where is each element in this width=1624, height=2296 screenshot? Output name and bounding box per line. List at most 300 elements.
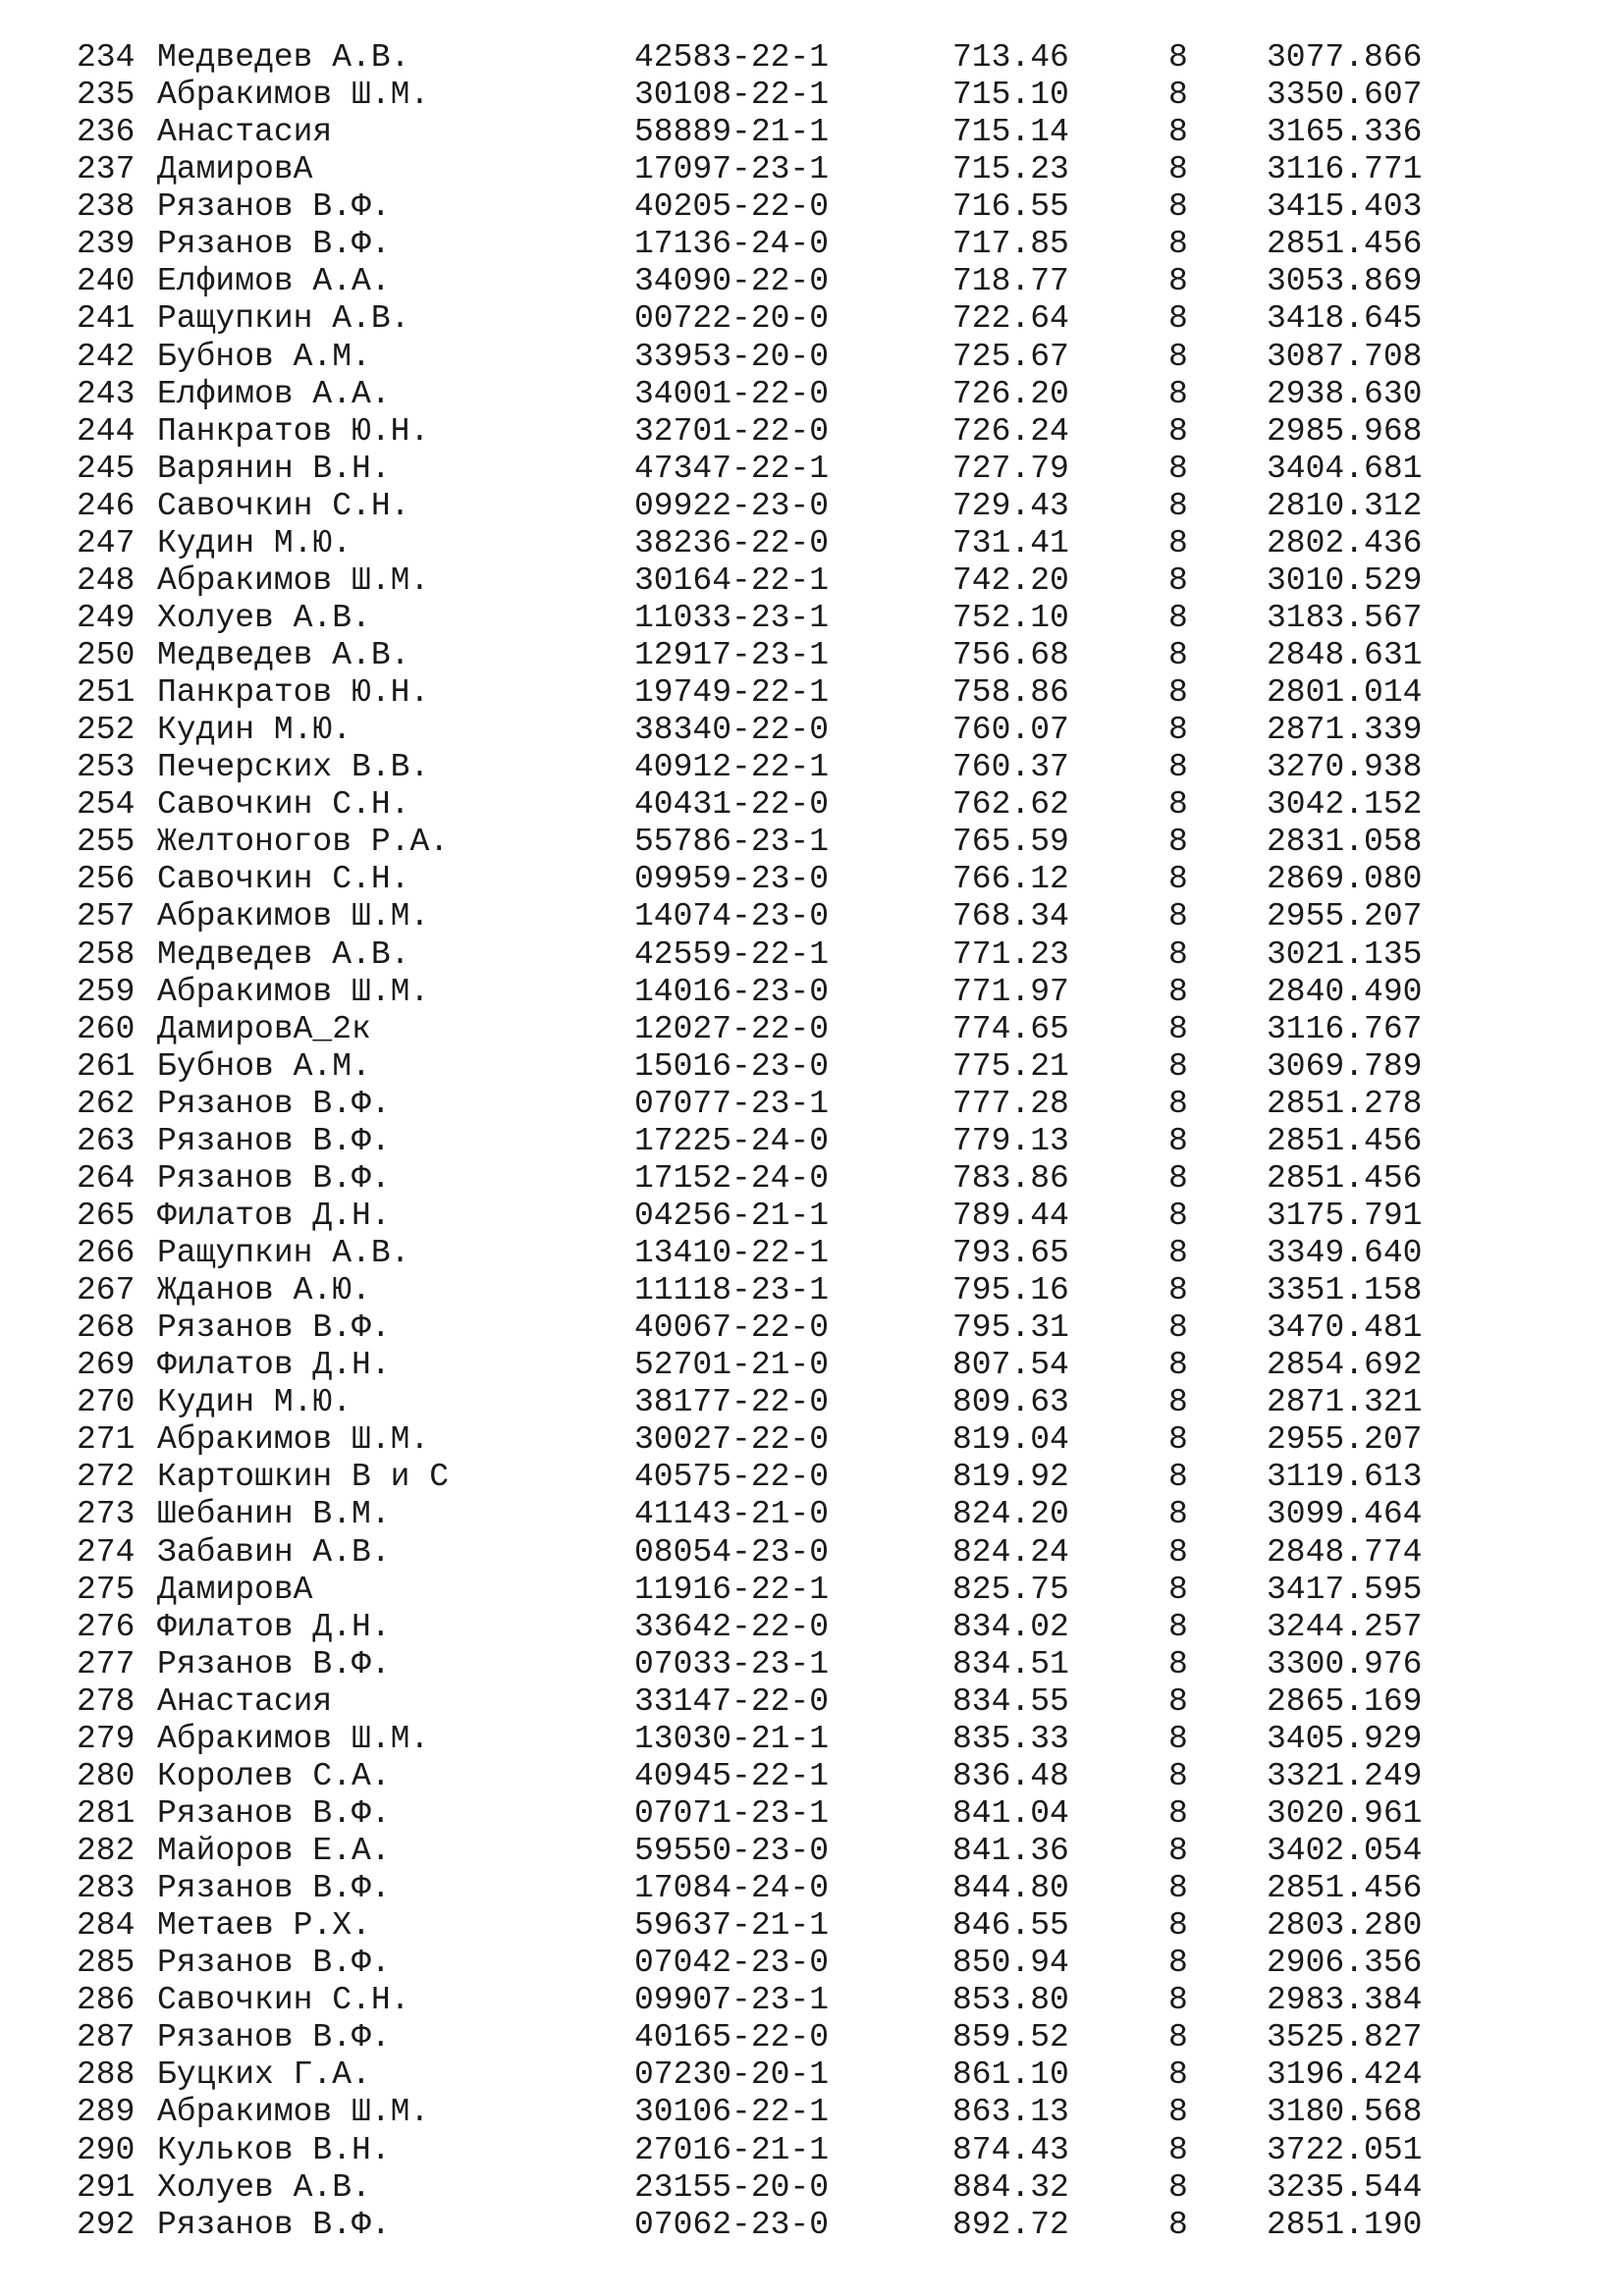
participant-name: Бубнов А.М. — [157, 1047, 371, 1085]
table-row — [0, 1982, 1624, 2019]
score-value: 3722.051 — [1267, 2131, 1423, 2168]
result-time: 726.20 — [952, 375, 1069, 412]
row-number: 234 — [77, 39, 135, 76]
class-value: 8 — [1168, 188, 1188, 226]
participant-name: Савочкин С.Н. — [157, 786, 410, 824]
participant-name: Майоров Е.А. — [157, 1833, 391, 1869]
score-value: 3350.607 — [1267, 77, 1423, 114]
record-code: 59637-21-1 — [634, 1907, 830, 1945]
result-time: 726.24 — [952, 412, 1069, 450]
score-value: 2871.321 — [1267, 1384, 1423, 1421]
class-value: 8 — [1168, 786, 1188, 824]
score-value: 3010.529 — [1267, 561, 1423, 599]
participant-name: Абракимов Ш.М. — [157, 898, 430, 935]
record-code: 14016-23-0 — [634, 973, 830, 1010]
score-value: 2848.774 — [1267, 1533, 1423, 1571]
result-time: 760.37 — [952, 749, 1069, 786]
score-value: 2983.384 — [1267, 1982, 1423, 2019]
result-time: 824.20 — [952, 1496, 1069, 1533]
participant-name: Анастасия — [157, 1682, 333, 1720]
row-number: 291 — [77, 2168, 135, 2206]
table-row — [0, 1945, 1624, 1982]
record-code: 42559-22-1 — [634, 935, 830, 973]
class-value: 8 — [1168, 1794, 1188, 1832]
class-value: 8 — [1168, 263, 1188, 300]
row-number: 243 — [77, 375, 135, 412]
score-value: 2851.456 — [1267, 226, 1423, 263]
result-time: 771.23 — [952, 935, 1069, 973]
row-number: 273 — [77, 1496, 135, 1533]
table-row — [0, 1421, 1624, 1459]
record-code: 55786-23-1 — [634, 824, 830, 861]
class-value: 8 — [1168, 898, 1188, 935]
record-code: 40165-22-0 — [634, 2019, 830, 2056]
result-time: 715.23 — [952, 151, 1069, 188]
table-row — [0, 1721, 1624, 1758]
table-row — [0, 674, 1624, 712]
participant-name: Рязанов В.Ф. — [157, 1945, 391, 1982]
participant-name: Абракимов Ш.М. — [157, 77, 430, 114]
result-time: 727.79 — [952, 450, 1069, 487]
score-value: 3235.544 — [1267, 2168, 1423, 2206]
class-value: 8 — [1168, 1272, 1188, 1309]
participant-name: Рязанов В.Ф. — [157, 1645, 391, 1682]
result-time: 762.62 — [952, 786, 1069, 824]
score-value: 3077.866 — [1267, 39, 1423, 76]
table-row — [0, 1011, 1624, 1048]
table-row — [0, 1683, 1624, 1721]
result-time: 844.80 — [952, 1870, 1069, 1907]
record-code: 07042-23-0 — [634, 1945, 830, 1982]
score-value: 2906.356 — [1267, 1945, 1423, 1982]
score-value: 2851.456 — [1267, 1159, 1423, 1197]
result-time: 775.21 — [952, 1047, 1069, 1085]
record-code: 38340-22-0 — [634, 712, 830, 749]
row-number: 255 — [77, 824, 135, 861]
record-code: 04256-21-1 — [634, 1197, 830, 1234]
record-code: 11033-23-1 — [634, 599, 830, 636]
class-value: 8 — [1168, 1421, 1188, 1459]
result-time: 834.55 — [952, 1682, 1069, 1720]
row-number: 242 — [77, 338, 135, 375]
class-value: 8 — [1168, 1533, 1188, 1571]
record-code: 40205-22-0 — [634, 188, 830, 226]
class-value: 8 — [1168, 524, 1188, 561]
record-code: 59550-23-0 — [634, 1833, 830, 1869]
participant-name: Филатов Д.Н. — [157, 1347, 391, 1384]
class-value: 8 — [1168, 1347, 1188, 1384]
class-value: 8 — [1168, 1945, 1188, 1982]
participant-name: Рязанов В.Ф. — [157, 226, 391, 263]
score-value: 2869.080 — [1267, 861, 1423, 898]
row-number: 247 — [77, 524, 135, 561]
record-code: 17136-24-0 — [634, 226, 830, 263]
class-value: 8 — [1168, 39, 1188, 76]
table-row — [0, 1609, 1624, 1646]
table-row — [0, 376, 1624, 413]
record-code: 07033-23-1 — [634, 1645, 830, 1682]
result-time: 768.34 — [952, 898, 1069, 935]
record-code: 30027-22-0 — [634, 1421, 830, 1459]
result-time: 715.14 — [952, 114, 1069, 151]
row-number: 277 — [77, 1645, 135, 1682]
table-row — [0, 77, 1624, 114]
table-row — [0, 712, 1624, 749]
record-code: 17097-23-1 — [634, 151, 830, 188]
row-number: 275 — [77, 1571, 135, 1608]
result-time: 779.13 — [952, 1122, 1069, 1159]
table-row — [0, 562, 1624, 600]
score-value: 3415.403 — [1267, 188, 1423, 226]
result-time: 846.55 — [952, 1907, 1069, 1945]
record-code: 17225-24-0 — [634, 1122, 830, 1159]
table-row — [0, 1795, 1624, 1833]
row-number: 292 — [77, 2206, 135, 2243]
participant-name: Савочкин С.Н. — [157, 487, 410, 524]
table-row — [0, 39, 1624, 77]
class-value: 8 — [1168, 1870, 1188, 1907]
result-time: 718.77 — [952, 263, 1069, 300]
result-time: 807.54 — [952, 1347, 1069, 1384]
record-code: 08054-23-0 — [634, 1533, 830, 1571]
row-number: 278 — [77, 1682, 135, 1720]
class-value: 8 — [1168, 1757, 1188, 1794]
row-number: 266 — [77, 1235, 135, 1271]
class-value: 8 — [1168, 300, 1188, 338]
row-number: 267 — [77, 1272, 135, 1309]
table-row — [0, 413, 1624, 451]
participant-name: Филатов Д.Н. — [157, 1197, 391, 1234]
record-code: 17152-24-0 — [634, 1159, 830, 1197]
record-code: 12027-22-0 — [634, 1010, 830, 1047]
row-number: 236 — [77, 114, 135, 151]
record-code: 14074-23-0 — [634, 898, 830, 935]
row-number: 285 — [77, 1945, 135, 1982]
row-number: 289 — [77, 2094, 135, 2131]
row-number: 241 — [77, 300, 135, 338]
participant-name: Ращупкин А.В. — [157, 300, 410, 338]
score-value: 3418.645 — [1267, 300, 1423, 338]
participant-name: Варянин В.Н. — [157, 450, 391, 487]
participant-name: Абракимов Ш.М. — [157, 973, 430, 1010]
table-row — [0, 114, 1624, 151]
score-value: 2851.456 — [1267, 1122, 1423, 1159]
score-value: 3404.681 — [1267, 450, 1423, 487]
score-value: 2854.692 — [1267, 1347, 1423, 1384]
table-row — [0, 1235, 1624, 1272]
record-code: 33642-22-0 — [634, 1608, 830, 1645]
result-time: 853.80 — [952, 1982, 1069, 2019]
score-value: 2985.968 — [1267, 412, 1423, 450]
record-code: 23155-20-0 — [634, 2168, 830, 2206]
class-value: 8 — [1168, 338, 1188, 375]
table-row — [0, 188, 1624, 226]
table-row — [0, 1646, 1624, 1683]
result-time: 752.10 — [952, 599, 1069, 636]
class-value: 8 — [1168, 114, 1188, 151]
class-value: 8 — [1168, 1235, 1188, 1271]
result-time: 777.28 — [952, 1085, 1069, 1122]
result-time: 825.75 — [952, 1571, 1069, 1608]
result-time: 841.36 — [952, 1833, 1069, 1869]
result-time: 809.63 — [952, 1384, 1069, 1421]
class-value: 8 — [1168, 2094, 1188, 2131]
row-number: 268 — [77, 1309, 135, 1347]
class-value: 8 — [1168, 1159, 1188, 1197]
table-row — [0, 1907, 1624, 1945]
class-value: 8 — [1168, 2131, 1188, 2168]
participant-name: Печерских В.В. — [157, 749, 430, 786]
record-code: 34001-22-0 — [634, 375, 830, 412]
result-time: 795.16 — [952, 1272, 1069, 1309]
row-number: 245 — [77, 450, 135, 487]
participant-name: Рязанов В.Ф. — [157, 1159, 391, 1197]
score-value: 3116.767 — [1267, 1010, 1423, 1047]
result-time: 742.20 — [952, 561, 1069, 599]
score-value: 3417.595 — [1267, 1571, 1423, 1608]
score-value: 3270.938 — [1267, 749, 1423, 786]
table-row — [0, 1123, 1624, 1160]
table-row — [0, 1048, 1624, 1086]
participant-name: Кудин М.Ю. — [157, 1384, 352, 1421]
table-row — [0, 1086, 1624, 1123]
row-number: 246 — [77, 487, 135, 524]
participant-name: Елфимов А.А. — [157, 375, 391, 412]
row-number: 272 — [77, 1459, 135, 1496]
result-time: 729.43 — [952, 487, 1069, 524]
record-code: 07077-23-1 — [634, 1085, 830, 1122]
class-value: 8 — [1168, 77, 1188, 114]
table-row — [0, 1384, 1624, 1421]
row-number: 237 — [77, 151, 135, 188]
class-value: 8 — [1168, 1982, 1188, 2019]
participant-name: Рязанов В.Ф. — [157, 1122, 391, 1159]
class-value: 8 — [1168, 1571, 1188, 1608]
table-row — [0, 1572, 1624, 1609]
record-code: 19749-22-1 — [634, 674, 830, 712]
record-code: 38177-22-0 — [634, 1384, 830, 1421]
table-row — [0, 1534, 1624, 1572]
class-value: 8 — [1168, 973, 1188, 1010]
result-time: 841.04 — [952, 1794, 1069, 1832]
record-code: 30108-22-1 — [634, 77, 830, 114]
table-row — [0, 2132, 1624, 2169]
row-number: 279 — [77, 1720, 135, 1757]
record-code: 09907-23-1 — [634, 1982, 830, 2019]
score-value: 3402.054 — [1267, 1833, 1423, 1869]
table-row — [0, 600, 1624, 637]
result-time: 766.12 — [952, 861, 1069, 898]
class-value: 8 — [1168, 1608, 1188, 1645]
record-code: 41143-21-0 — [634, 1496, 830, 1533]
score-value: 3165.336 — [1267, 114, 1423, 151]
row-number: 256 — [77, 861, 135, 898]
score-value: 2802.436 — [1267, 524, 1423, 561]
record-code: 11916-22-1 — [634, 1571, 830, 1608]
table-row — [0, 1833, 1624, 1870]
table-row — [0, 861, 1624, 898]
result-time: 834.51 — [952, 1645, 1069, 1682]
record-code: 38236-22-0 — [634, 524, 830, 561]
score-value: 2865.169 — [1267, 1682, 1423, 1720]
table-row — [0, 2019, 1624, 2056]
participant-name: ДамировА_2к — [157, 1010, 371, 1047]
record-code: 27016-21-1 — [634, 2131, 830, 2168]
record-code: 40912-22-1 — [634, 749, 830, 786]
score-value: 2851.190 — [1267, 2206, 1423, 2243]
participant-name: Абракимов Ш.М. — [157, 561, 430, 599]
class-value: 8 — [1168, 2206, 1188, 2243]
record-code: 11118-23-1 — [634, 1272, 830, 1309]
result-time: 819.04 — [952, 1421, 1069, 1459]
participant-name: Филатов Д.Н. — [157, 1608, 391, 1645]
class-value: 8 — [1168, 412, 1188, 450]
row-number: 251 — [77, 674, 135, 712]
table-row — [0, 1198, 1624, 1235]
class-value: 8 — [1168, 1645, 1188, 1682]
participant-name: Шебанин В.М. — [157, 1496, 391, 1533]
participant-name: Ращупкин А.В. — [157, 1235, 410, 1271]
table-row — [0, 1347, 1624, 1384]
class-value: 8 — [1168, 2168, 1188, 2206]
result-time: 863.13 — [952, 2094, 1069, 2131]
result-time: 725.67 — [952, 338, 1069, 375]
record-code: 13410-22-1 — [634, 1235, 830, 1271]
table-row — [0, 2094, 1624, 2131]
participant-name: Рязанов В.Ф. — [157, 1870, 391, 1907]
results-table — [0, 39, 1624, 2244]
table-row — [0, 1758, 1624, 1795]
record-code: 12917-23-1 — [634, 637, 830, 673]
row-number: 252 — [77, 712, 135, 749]
row-number: 249 — [77, 599, 135, 636]
table-row — [0, 898, 1624, 935]
class-value: 8 — [1168, 861, 1188, 898]
record-code: 42583-22-1 — [634, 39, 830, 76]
record-code: 40067-22-0 — [634, 1309, 830, 1347]
row-number: 283 — [77, 1870, 135, 1907]
result-time: 717.85 — [952, 226, 1069, 263]
row-number: 274 — [77, 1533, 135, 1571]
class-value: 8 — [1168, 1309, 1188, 1347]
row-number: 263 — [77, 1122, 135, 1159]
participant-name: Рязанов В.Ф. — [157, 1085, 391, 1122]
score-value: 2871.339 — [1267, 712, 1423, 749]
score-value: 2801.014 — [1267, 674, 1423, 712]
row-number: 260 — [77, 1010, 135, 1047]
participant-name: Абракимов Ш.М. — [157, 1421, 430, 1459]
participant-name: Елфимов А.А. — [157, 263, 391, 300]
class-value: 8 — [1168, 375, 1188, 412]
score-value: 2955.207 — [1267, 898, 1423, 935]
result-time: 874.43 — [952, 2131, 1069, 2168]
row-number: 238 — [77, 188, 135, 226]
participant-name: Забавин А.В. — [157, 1533, 391, 1571]
result-time: 765.59 — [952, 824, 1069, 861]
record-code: 33147-22-0 — [634, 1682, 830, 1720]
record-code: 40575-22-0 — [634, 1459, 830, 1496]
table-row — [0, 637, 1624, 674]
result-time: 836.48 — [952, 1757, 1069, 1794]
participant-name: Медведев А.В. — [157, 637, 410, 673]
class-value: 8 — [1168, 2019, 1188, 2056]
record-code: 07230-20-1 — [634, 2056, 830, 2094]
class-value: 8 — [1168, 824, 1188, 861]
result-time: 850.94 — [952, 1945, 1069, 1982]
row-number: 257 — [77, 898, 135, 935]
score-value: 3183.567 — [1267, 599, 1423, 636]
row-number: 261 — [77, 1047, 135, 1085]
table-row — [0, 226, 1624, 263]
class-value: 8 — [1168, 637, 1188, 673]
score-value: 3405.929 — [1267, 1720, 1423, 1757]
participant-name: Королев С.А. — [157, 1757, 391, 1794]
score-value: 3196.424 — [1267, 2056, 1423, 2094]
table-row — [0, 451, 1624, 488]
record-code: 13030-21-1 — [634, 1720, 830, 1757]
participant-name: Метаев Р.Х. — [157, 1907, 371, 1945]
class-value: 8 — [1168, 674, 1188, 712]
class-value: 8 — [1168, 487, 1188, 524]
class-value: 8 — [1168, 450, 1188, 487]
score-value: 3087.708 — [1267, 338, 1423, 375]
participant-name: Желтоногов Р.А. — [157, 824, 450, 861]
table-row — [0, 1459, 1624, 1496]
row-number: 287 — [77, 2019, 135, 2056]
row-number: 259 — [77, 973, 135, 1010]
score-value: 3175.791 — [1267, 1197, 1423, 1234]
result-time: 789.44 — [952, 1197, 1069, 1234]
participant-name: Рязанов В.Ф. — [157, 1794, 391, 1832]
row-number: 250 — [77, 637, 135, 673]
row-number: 286 — [77, 1982, 135, 2019]
participant-name: Жданов А.Ю. — [157, 1272, 371, 1309]
table-row — [0, 2056, 1624, 2094]
participant-name: Медведев А.В. — [157, 39, 410, 76]
result-time: 793.65 — [952, 1235, 1069, 1271]
participant-name: Рязанов В.Ф. — [157, 2206, 391, 2243]
result-time: 758.86 — [952, 674, 1069, 712]
result-time: 819.92 — [952, 1459, 1069, 1496]
participant-name: Панкратов Ю.Н. — [157, 412, 430, 450]
participant-name: Савочкин С.Н. — [157, 861, 410, 898]
class-value: 8 — [1168, 1459, 1188, 1496]
table-row — [0, 488, 1624, 525]
record-code: 09922-23-0 — [634, 487, 830, 524]
participant-name: Рязанов В.Ф. — [157, 1309, 391, 1347]
class-value: 8 — [1168, 1907, 1188, 1945]
result-time: 824.24 — [952, 1533, 1069, 1571]
row-number: 280 — [77, 1757, 135, 1794]
class-value: 8 — [1168, 2056, 1188, 2094]
row-number: 288 — [77, 2056, 135, 2094]
record-code: 17084-24-0 — [634, 1870, 830, 1907]
score-value: 3321.249 — [1267, 1757, 1423, 1794]
table-row — [0, 1160, 1624, 1198]
row-number: 240 — [77, 263, 135, 300]
score-value: 3069.789 — [1267, 1047, 1423, 1085]
participant-name: Медведев А.В. — [157, 935, 410, 973]
participant-name: Абракимов Ш.М. — [157, 2094, 430, 2131]
class-value: 8 — [1168, 151, 1188, 188]
result-time: 722.64 — [952, 300, 1069, 338]
participant-name: Кудин М.Ю. — [157, 712, 352, 749]
class-value: 8 — [1168, 1047, 1188, 1085]
class-value: 8 — [1168, 749, 1188, 786]
record-code: 09959-23-0 — [634, 861, 830, 898]
record-code: 52701-21-0 — [634, 1347, 830, 1384]
record-code: 30106-22-1 — [634, 2094, 830, 2131]
